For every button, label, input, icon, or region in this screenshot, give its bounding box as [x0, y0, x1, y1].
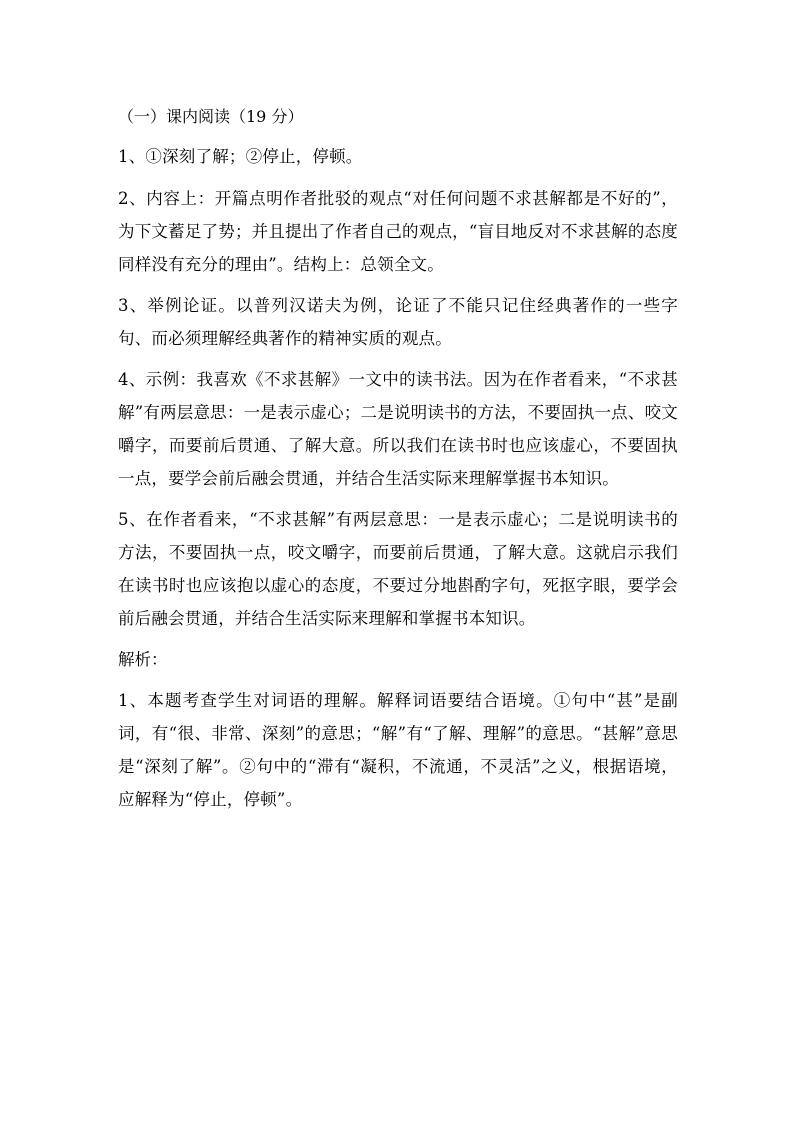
- analysis-label: 解析：: [118, 650, 168, 669]
- document-page: [118, 104, 678, 816]
- answer-1: 1、①深刻了解；②停止，停顿。: [118, 147, 363, 166]
- answer-2: 2、内容上：开篇点明作者批驳的观点“对任何问题不求甚解都是不好的”，为下文蓄足了势；并且提出了作者自己的观点，“盲目地反对不求甚解的态度同样没有充分的理由”。结构上：总领全文。: [118, 189, 678, 274]
- section-title: （一）课内阅读（19 分）: [118, 107, 304, 126]
- answer-5: 5、在作者看来，“不求甚解”有两层意思：一是表示虚心；二是说明读书的方法，不要固执一点，咬文嚼字，而要前后贯通，了解大意。这就启示我们在读书时也应该抱以虚心的态度，不要过分地斟酌字句，死抠字眼，要学会前后融会贯通，并结合生活实际来理解和掌握书本知识。: [118, 510, 678, 628]
- answer-3: 3、举例论证。以普列汉诺夫为例，论证了不能只记住经典著作的一些字句、而必须理解经典著作的精神实质的观点。: [118, 296, 678, 348]
- analysis-1: 1、本题考查学生对词语的理解。解释词语要结合语境。①句中“甚”是副词，有“很、非常、深刻”的意思；“解”有“了解、理解”的意思。“甚解”意思是“深刻了解”。②句中的“滞有“凝积，不流通，不灵活”之义，根据语境，应解释为“停止，停顿”。: [118, 691, 678, 809]
- answer-4: 4、示例：我喜欢《不求甚解》一文中的读书法。因为在作者看来，“不求甚解”有两层意思：一是表示虚心；二是说明读书的方法，不要固执一点、咬文嚼字，而要前后贯通、了解大意。所以我们在读书时也应该虚心，不要固执一点，要学会前后融会贯通，并结合生活实际来理解掌握书本知识。: [118, 370, 678, 488]
